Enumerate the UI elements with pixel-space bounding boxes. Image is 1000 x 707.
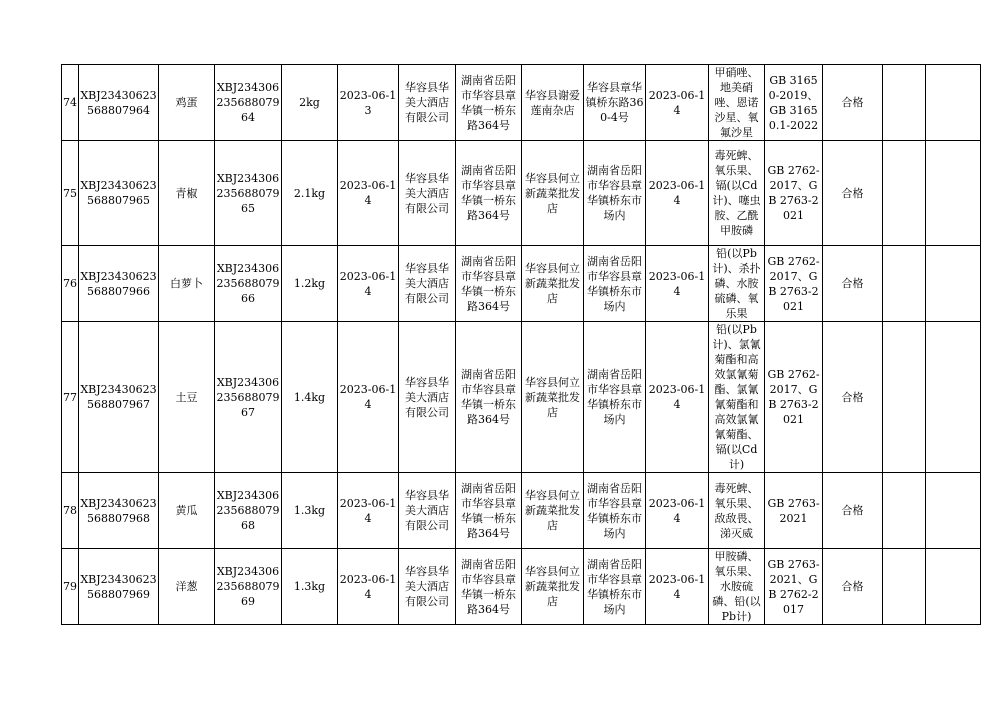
sampling-date: 2023-06-13 xyxy=(338,65,399,141)
producer-name: 华容县华美大酒店有限公司 xyxy=(399,473,456,549)
table-row xyxy=(62,246,981,322)
sample-quantity: 1.3kg xyxy=(282,473,338,549)
task-number: XBJ23430623568807965 xyxy=(215,141,282,246)
producer-address: 湖南省岳阳市华容县章华镇一桥东路364号 xyxy=(456,65,522,141)
seller-address: 湖南省岳阳市华容县章华镇桥东市场内 xyxy=(584,246,646,322)
remark-cell xyxy=(926,549,981,625)
standard-basis: GB 2763-2021、GB 2762-2017 xyxy=(765,549,823,625)
inspection-items: 毒死蜱、氧乐果、镉(以Cd计)、噻虫胺、乙酰甲胺磷 xyxy=(709,141,765,246)
sample-name: 鸡蛋 xyxy=(159,65,215,141)
sample-number: XBJ23430623568807965 xyxy=(79,141,159,246)
producer-address: 湖南省岳阳市华容县章华镇一桥东路364号 xyxy=(456,473,522,549)
sample-quantity: 2kg xyxy=(282,65,338,141)
remark-cell xyxy=(926,141,981,246)
row-number: 77 xyxy=(62,322,79,473)
sample-quantity: 1.3kg xyxy=(282,549,338,625)
purchase-date: 2023-06-14 xyxy=(646,246,709,322)
inspection-result: 合格 xyxy=(823,65,883,141)
sample-number: XBJ23430623568807964 xyxy=(79,65,159,141)
sampling-date: 2023-06-14 xyxy=(338,141,399,246)
sample-name: 土豆 xyxy=(159,322,215,473)
row-number: 78 xyxy=(62,473,79,549)
remark-cell xyxy=(926,246,981,322)
row-number: 74 xyxy=(62,65,79,141)
seller-name: 华容县何立新蔬菜批发店 xyxy=(522,549,584,625)
producer-name: 华容县华美大酒店有限公司 xyxy=(399,65,456,141)
table-row xyxy=(62,141,981,246)
seller-name: 华容县何立新蔬菜批发店 xyxy=(522,141,584,246)
producer-name: 华容县华美大酒店有限公司 xyxy=(399,246,456,322)
standard-basis: GB 2762-2017、GB 2763-2021 xyxy=(765,246,823,322)
remark-cell xyxy=(926,473,981,549)
sampling-date: 2023-06-14 xyxy=(338,473,399,549)
producer-address: 湖南省岳阳市华容县章华镇一桥东路364号 xyxy=(456,549,522,625)
row-number: 75 xyxy=(62,141,79,246)
sample-name: 白萝卜 xyxy=(159,246,215,322)
inspection-result: 合格 xyxy=(823,549,883,625)
inspection-items: 甲胺磷、氧乐果、水胺硫磷、铅(以Pb计) xyxy=(709,549,765,625)
note-cell xyxy=(883,549,926,625)
producer-name: 华容县华美大酒店有限公司 xyxy=(399,322,456,473)
purchase-date: 2023-06-14 xyxy=(646,473,709,549)
table-row xyxy=(62,322,981,473)
table-row xyxy=(62,65,981,141)
standard-basis: GB 2763-2021 xyxy=(765,473,823,549)
row-number: 76 xyxy=(62,246,79,322)
note-cell xyxy=(883,246,926,322)
seller-address: 湖南省岳阳市华容县章华镇桥东市场内 xyxy=(584,141,646,246)
sampling-date: 2023-06-14 xyxy=(338,549,399,625)
table-row xyxy=(62,473,981,549)
sample-quantity: 1.4kg xyxy=(282,322,338,473)
task-number: XBJ23430623568807966 xyxy=(215,246,282,322)
seller-address: 湖南省岳阳市华容县章华镇桥东市场内 xyxy=(584,473,646,549)
sample-name: 洋葱 xyxy=(159,549,215,625)
sample-number: XBJ23430623568807967 xyxy=(79,322,159,473)
sample-quantity: 2.1kg xyxy=(282,141,338,246)
seller-address: 湖南省岳阳市华容县章华镇桥东市场内 xyxy=(584,322,646,473)
sampling-date: 2023-06-14 xyxy=(338,322,399,473)
row-number: 79 xyxy=(62,549,79,625)
remark-cell xyxy=(926,322,981,473)
sample-number: XBJ23430623568807969 xyxy=(79,549,159,625)
sample-name: 黄瓜 xyxy=(159,473,215,549)
note-cell xyxy=(883,322,926,473)
producer-address: 湖南省岳阳市华容县章华镇一桥东路364号 xyxy=(456,246,522,322)
inspection-result: 合格 xyxy=(823,473,883,549)
inspection-items: 毒死蜱、氧乐果、敌敌畏、涕灭威 xyxy=(709,473,765,549)
sample-number: XBJ23430623568807966 xyxy=(79,246,159,322)
inspection-items: 铅(以Pb计)、氯氰菊酯和高效氯氰菊酯、氯氰氰菊酯和高效氯氰氰菊酯、镉(以Cd计) xyxy=(709,322,765,473)
producer-address: 湖南省岳阳市华容县章华镇一桥东路364号 xyxy=(456,141,522,246)
purchase-date: 2023-06-14 xyxy=(646,549,709,625)
purchase-date: 2023-06-14 xyxy=(646,322,709,473)
task-number: XBJ23430623568807964 xyxy=(215,65,282,141)
seller-name: 华容县谢爱莲南杂店 xyxy=(522,65,584,141)
producer-address: 湖南省岳阳市华容县章华镇一桥东路364号 xyxy=(456,322,522,473)
standard-basis: GB 2762-2017、GB 2763-2021 xyxy=(765,141,823,246)
task-number: XBJ23430623568807967 xyxy=(215,322,282,473)
sample-number: XBJ23430623568807968 xyxy=(79,473,159,549)
inspection-result: 合格 xyxy=(823,141,883,246)
task-number: XBJ23430623568807968 xyxy=(215,473,282,549)
task-number: XBJ23430623568807969 xyxy=(215,549,282,625)
sample-name: 青椒 xyxy=(159,141,215,246)
remark-cell xyxy=(926,65,981,141)
table-row xyxy=(62,549,981,625)
inspection-result: 合格 xyxy=(823,246,883,322)
inspection-result: 合格 xyxy=(823,322,883,473)
note-cell xyxy=(883,141,926,246)
producer-name: 华容县华美大酒店有限公司 xyxy=(399,549,456,625)
sampling-date: 2023-06-14 xyxy=(338,246,399,322)
note-cell xyxy=(883,473,926,549)
purchase-date: 2023-06-14 xyxy=(646,65,709,141)
seller-name: 华容县何立新蔬菜批发店 xyxy=(522,246,584,322)
inspection-items: 甲硝唑、地美硝唑、恩诺沙星、氧氟沙星 xyxy=(709,65,765,141)
note-cell xyxy=(883,65,926,141)
inspection-results-table xyxy=(61,64,981,625)
producer-name: 华容县华美大酒店有限公司 xyxy=(399,141,456,246)
seller-address: 华容县章华镇桥东路360-4号 xyxy=(584,65,646,141)
standard-basis: GB 2762-2017、GB 2763-2021 xyxy=(765,322,823,473)
sample-quantity: 1.2kg xyxy=(282,246,338,322)
inspection-items: 铅(以Pb计)、杀扑磷、水胺硫磷、氧乐果 xyxy=(709,246,765,322)
seller-address: 湖南省岳阳市华容县章华镇桥东市场内 xyxy=(584,549,646,625)
standard-basis: GB 31650-2019、GB 31650.1-2022 xyxy=(765,65,823,141)
seller-name: 华容县何立新蔬菜批发店 xyxy=(522,473,584,549)
purchase-date: 2023-06-14 xyxy=(646,141,709,246)
seller-name: 华容县何立新蔬菜批发店 xyxy=(522,322,584,473)
